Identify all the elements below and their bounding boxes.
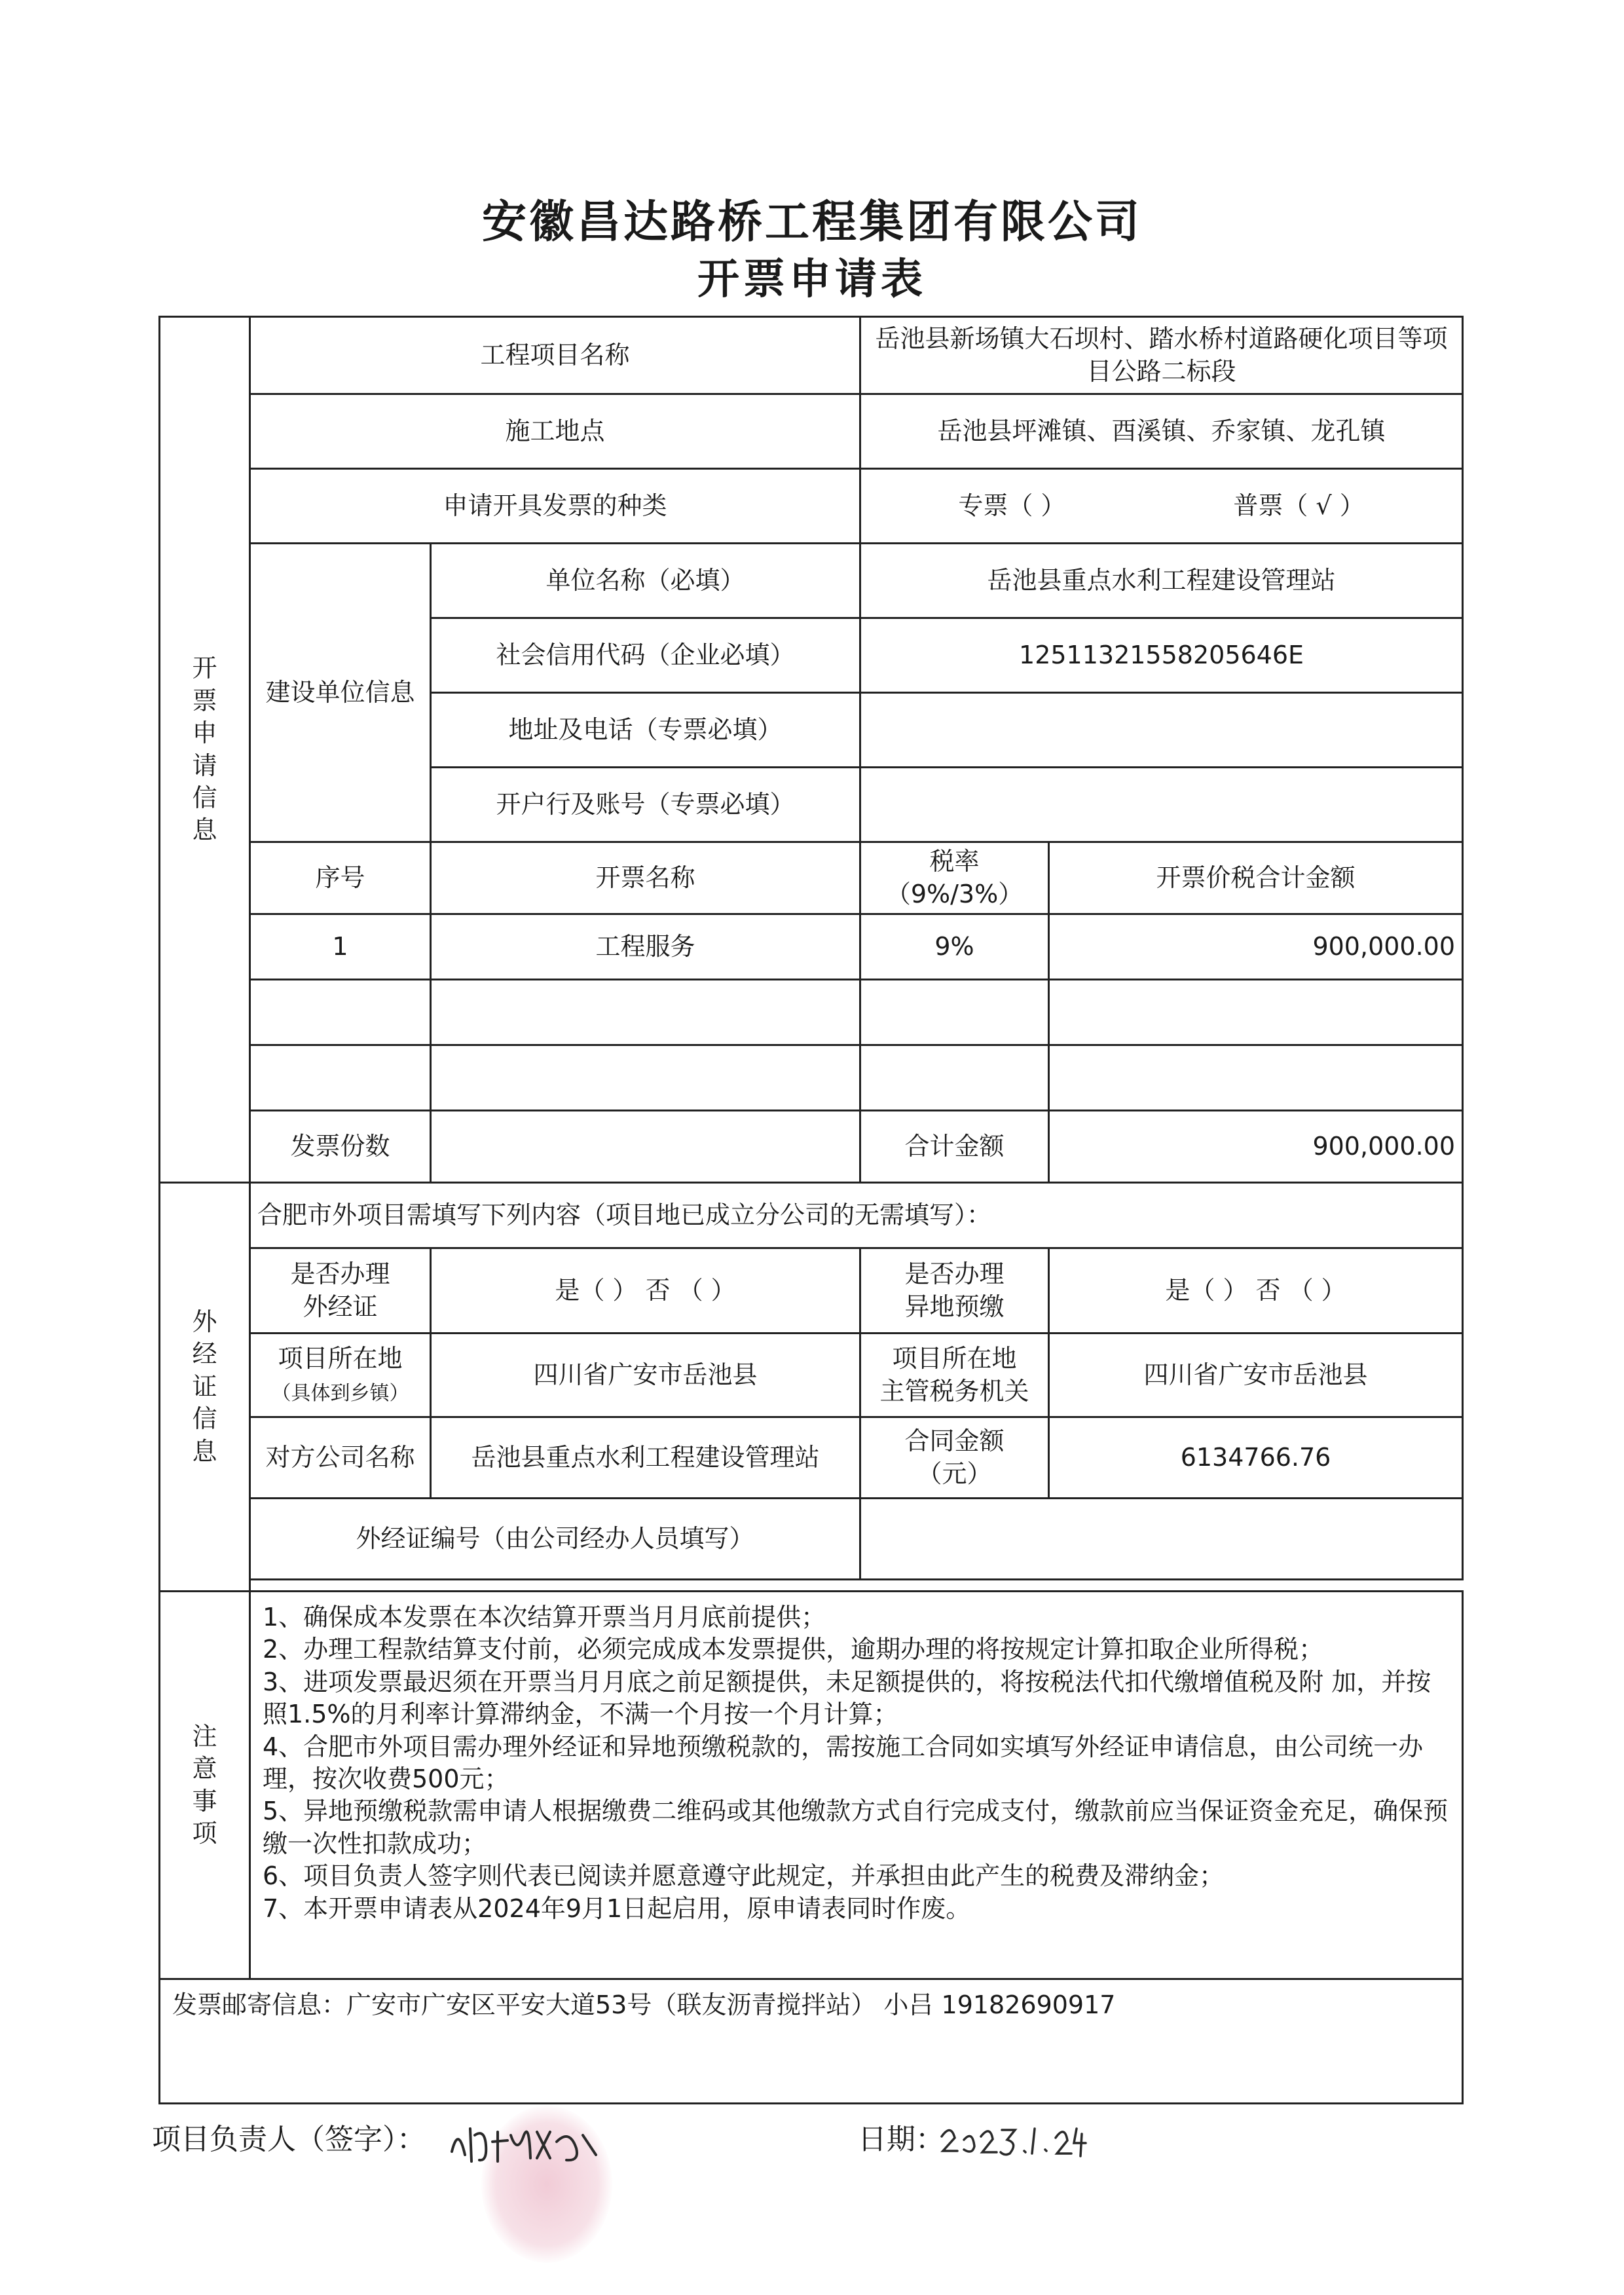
total-value: 900,000.00 [1049, 1111, 1463, 1183]
bank-label: 开户行及账号（专票必填） [431, 768, 860, 842]
item-seq [250, 980, 431, 1045]
item-name [431, 1045, 860, 1111]
invoice-type-value [860, 469, 1463, 544]
builder-info-label: 建设单位信息 [250, 544, 431, 842]
table-row [160, 1045, 1463, 1111]
permit-question-value: 是（ ） 否 （ ） [431, 1248, 860, 1334]
note-item: 1、确保成本发票在本次结算开票当月月底前提供； [263, 1603, 826, 1632]
item-amount: 900,000.00 [1049, 914, 1463, 980]
tax-authority-label: 项目所在地 主管税务机关 [860, 1334, 1049, 1417]
date-label: 日期： [858, 2123, 944, 2156]
site-value: 岳池县坪滩镇、酉溪镇、乔家镇、龙孔镇 [860, 394, 1463, 469]
mailing-info: 发票邮寄信息：广安市广安区平安大道53号（联友沥青搅拌站） 小吕 19182690917 [160, 1979, 1463, 2104]
project-name-value: 岳池县新场镇大石坝村、踏水桥村道路硬化项目等项目公路二标段 [860, 317, 1463, 394]
table-row [160, 980, 1463, 1045]
invoice-application-form [158, 316, 1464, 2104]
credit-code-label: 社会信用代码（企业必填） [431, 618, 860, 693]
section-permit-info-label: 外 经 证 信 息 [160, 1183, 250, 1592]
location-label: 项目所在地 （具体到乡镇） [250, 1334, 431, 1417]
item-rate [860, 980, 1049, 1045]
permit-number-value [860, 1499, 1463, 1580]
form-title: 开票申请表 [697, 255, 927, 304]
bank-value [860, 768, 1463, 842]
site-label: 施工地点 [250, 394, 860, 469]
section-invoice-info-label: 开 票 申 请 信 息 [160, 317, 250, 1183]
contract-amount-label: 合同金额 （元） [860, 1417, 1049, 1499]
unit-name-value: 岳池县重点水利工程建设管理站 [860, 544, 1463, 618]
note-item: 5、异地预缴税款需申请人根据缴费二维码或其他缴款方式自行完成支付，缴款前应当保证资金充足，确保预缴一次性扣款成功； [263, 1797, 1449, 1858]
section2-note: 合肥市外项目需填写下列内容（项目地已成立分公司的无需填写）： [250, 1183, 1463, 1248]
company-name: 安徽昌达路桥工程集团有限公司 [481, 196, 1142, 248]
invoice-type-label: 申请开具发票的种类 [250, 469, 860, 544]
tax-authority-value: 四川省广安市岳池县 [1049, 1334, 1463, 1417]
item-name: 工程服务 [431, 914, 860, 980]
note-item: 3、进项发票最迟须在开票当月月底之前足额提供，未足额提供的，将按税法代扣代缴增值税及附 加，并按照1.5%的月利率计算滞纳金，不满一个月按一个月计算； [263, 1667, 1431, 1729]
items-header-name: 开票名称 [431, 842, 860, 914]
unit-name-label: 单位名称（必填） [431, 544, 860, 618]
invoice-count-label: 发票份数 [250, 1111, 431, 1183]
note-item: 2、办理工程款结算支付前，必须完成成本发票提供，逾期办理的将按规定计算扣取企业所得税； [263, 1635, 1324, 1664]
signer-label: 项目负责人（签字）： [152, 2123, 426, 2156]
permit-number-label: 外经证编号（由公司经办人员填写） [250, 1499, 860, 1580]
items-header-rate: 税率（9%/3%） [860, 842, 1049, 914]
note-item: 6、项目负责人签字则代表已阅读并愿意遵守此规定，并承担由此产生的税费及滞纳金； [263, 1861, 1225, 1891]
items-header-amount: 开票价税合计金额 [1049, 842, 1463, 914]
section-notes-label: 注 意 事 项 [160, 1592, 250, 1979]
item-amount [1049, 980, 1463, 1045]
note-item: 7、本开票申请表从2024年9月1日起启用，原申请表同时作废。 [263, 1894, 971, 1923]
invoice-type-special: 专票（ ） [958, 491, 1066, 520]
prepay-question-value: 是（ ） 否 （ ） [1049, 1248, 1463, 1334]
item-amount [1049, 1045, 1463, 1111]
section2-spacer [250, 1580, 1463, 1592]
handwritten-signature [445, 2116, 602, 2168]
note-item: 4、合肥市外项目需办理外经证和异地预缴税款的，需按施工合同如实填写外经证申请信息，由公司统一办理，按次收费500元； [263, 1732, 1424, 1793]
prepay-question-label: 是否办理 异地预缴 [860, 1248, 1049, 1334]
counterparty-value: 岳池县重点水利工程建设管理站 [431, 1417, 860, 1499]
permit-question-label: 是否办理 外经证 [250, 1248, 431, 1334]
total-label: 合计金额 [860, 1111, 1049, 1183]
invoice-type-normal: 普票（ √ ） [1233, 491, 1365, 520]
item-seq [250, 1045, 431, 1111]
address-label: 地址及电话（专票必填） [431, 693, 860, 768]
location-value: 四川省广安市岳池县 [431, 1334, 860, 1417]
notes-list [250, 1592, 1463, 1979]
item-seq: 1 [250, 914, 431, 980]
items-header-seq: 序号 [250, 842, 431, 914]
item-rate [860, 1045, 1049, 1111]
counterparty-label: 对方公司名称 [250, 1417, 431, 1499]
table-row [160, 914, 1463, 980]
contract-amount-value: 6134766.76 [1049, 1417, 1463, 1499]
handwritten-date [936, 2110, 1087, 2163]
item-name [431, 980, 860, 1045]
item-rate: 9% [860, 914, 1049, 980]
invoice-count-value [431, 1111, 860, 1183]
project-name-label: 工程项目名称 [250, 317, 860, 394]
address-value [860, 693, 1463, 768]
credit-code-value: 12511321558205646E [860, 618, 1463, 693]
